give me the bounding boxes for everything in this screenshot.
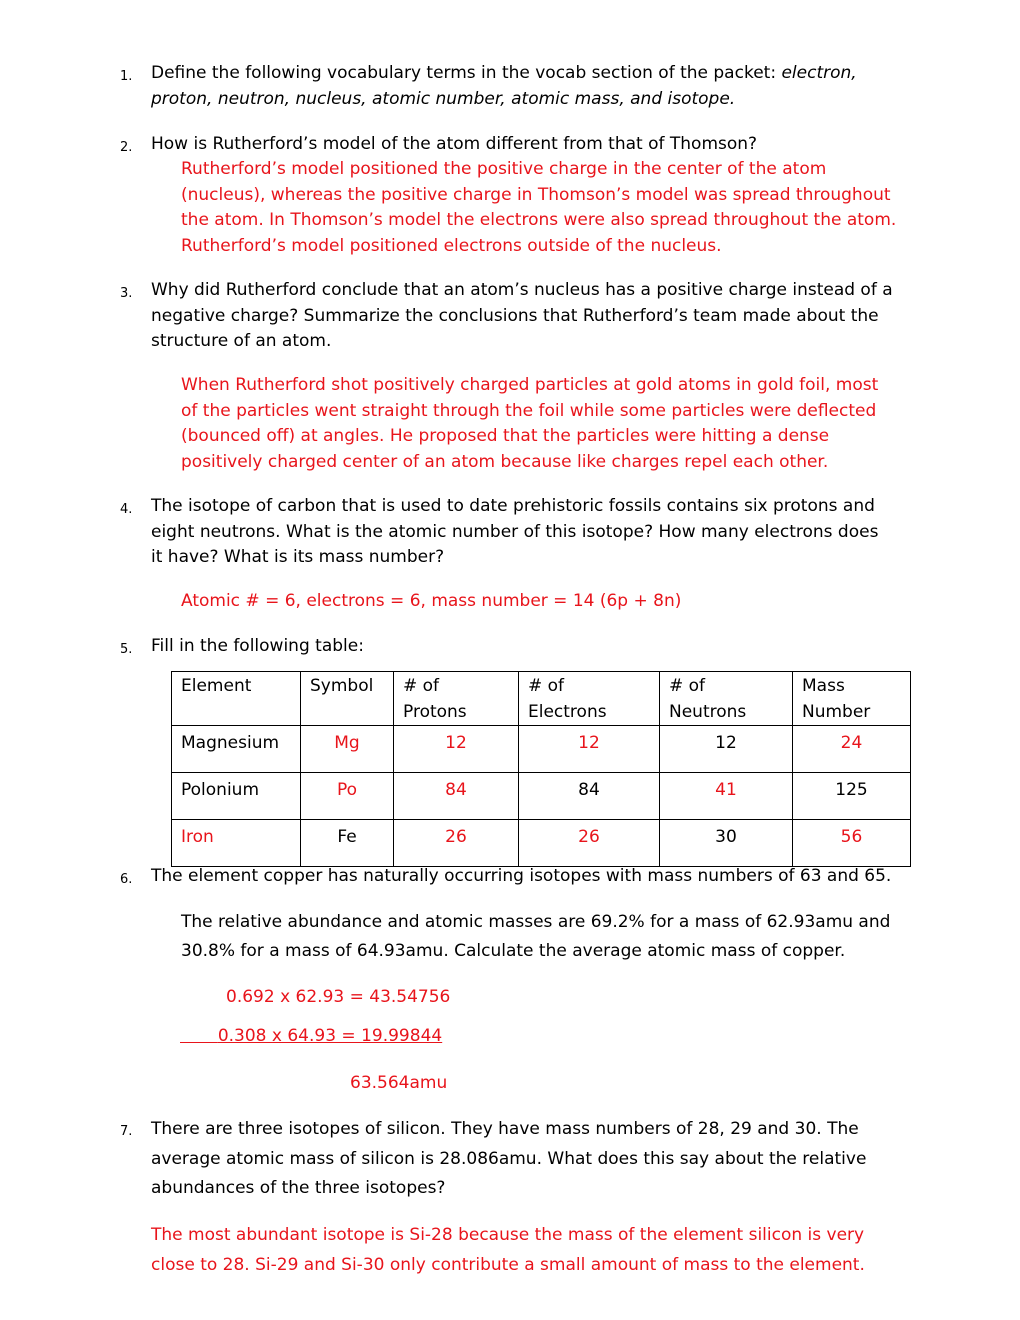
q5-number: 5. (120, 642, 133, 657)
header-neutrons: # of Neutrons (660, 672, 793, 726)
header-mass-number: Mass Number (793, 672, 911, 726)
cell-protons: 12 (394, 726, 519, 773)
header-element: Element (172, 672, 301, 726)
q6-calc-line1: 0.692 x 62.93 = 43.54756 (226, 987, 451, 1007)
q7-text-line: abundances of the three isotopes? (151, 1178, 446, 1198)
q6-detail (181, 908, 921, 966)
q2-answer-line: the atom. In Thomson’s model the electrons were also spread throughout the atom. (181, 210, 897, 230)
q3-answer (181, 373, 921, 475)
q6-calc-line2: 0.308 x 64.93 = 19.99844 (217, 1026, 443, 1046)
q3-answer-line: positively charged center of an atom because like charges repel each other. (181, 451, 829, 472)
q7-answer-line: close to 28. Si-29 and Si-30 only contribute a small amount of mass to the element. (151, 1254, 865, 1275)
q3-answer-line: When Rutherford shot positively charged particles at gold atoms in gold foil, most (181, 375, 879, 395)
table-row (172, 820, 911, 867)
q4-text-line: it have? What is its mass number? (151, 547, 445, 567)
q6-number: 6. (120, 872, 133, 887)
cell-symbol: Fe (301, 820, 394, 867)
header-symbol: Symbol (301, 672, 394, 726)
q7-number: 7. (120, 1124, 133, 1139)
q6-text: The element copper has naturally occurring isotopes with mass numbers of 63 and 65. (151, 866, 892, 886)
q2-number: 2. (120, 140, 133, 155)
q2-answer (181, 157, 921, 259)
q4-number: 4. (120, 502, 133, 517)
element-table (171, 671, 911, 867)
cell-electrons: 26 (519, 820, 660, 867)
q3-text-line: negative charge? Summarize the conclusions that Rutherford’s team made about the (151, 305, 879, 326)
header-protons: # of Protons (394, 672, 519, 726)
q3-answer-line: (bounced off) at angles. He proposed that the particles were hitting a dense (181, 426, 830, 446)
q7-answer-line: The most abundant isotope is Si-28 because the mass of the element silicon is very (151, 1225, 865, 1245)
q7-text-line: average atomic mass of silicon is 28.086amu. What does this say about the relative (151, 1148, 867, 1169)
q6-calc-result: 63.564amu (350, 1073, 448, 1093)
q4-answer: Atomic # = 6, electrons = 6, mass number = 14 (6p + 8n) (181, 591, 682, 611)
cell-neutrons: 30 (660, 820, 793, 867)
table-header-row (172, 672, 911, 726)
cell-element: Polonium (172, 773, 301, 820)
q7-text-line: There are three isotopes of silicon. They have mass numbers of 28, 29 and 30. The (151, 1119, 859, 1139)
cell-electrons: 84 (519, 773, 660, 820)
cell-symbol: Mg (301, 726, 394, 773)
cell-element: Iron (172, 820, 301, 867)
cell-protons: 84 (394, 773, 519, 820)
q1-prompt: Define the following vocabulary terms in the vocab section of the packet: (151, 63, 777, 83)
q3-text-line: structure of an atom. (151, 331, 332, 351)
cell-mass: 24 (793, 726, 911, 773)
q7-text (151, 1115, 931, 1204)
q5-text: Fill in the following table: (151, 636, 364, 656)
q2-answer-line: Rutherford’s model positioned the positive charge in the center of the atom (181, 159, 827, 179)
q1-terms-line2: proton, neutron, nucleus, atomic number, atomic mass, and isotope. (151, 88, 736, 109)
q1-text (151, 61, 931, 112)
cell-mass: 125 (793, 773, 911, 820)
q4-text-line: eight neutrons. What is the atomic number of this isotope? How many electrons does (151, 521, 879, 542)
cell-mass: 56 (793, 820, 911, 867)
cell-neutrons: 41 (660, 773, 793, 820)
q1-number: 1. (120, 69, 133, 84)
q2-answer-line: (nucleus), whereas the positive charge in Thomson’s model was spread throughout (181, 184, 891, 205)
cell-element: Magnesium (172, 726, 301, 773)
cell-neutrons: 12 (660, 726, 793, 773)
header-electrons: # of Electrons (519, 672, 660, 726)
q4-text-line: The isotope of carbon that is used to date prehistoric fossils contains six protons and (151, 496, 875, 516)
q6-detail-line: 30.8% for a mass of 64.93amu. Calculate the average atomic mass of copper. (181, 941, 846, 961)
q4-text (151, 494, 931, 571)
q3-text (151, 278, 931, 355)
q3-text-line: Why did Rutherford conclude that an atom’s nucleus has a positive charge instead of a (151, 280, 893, 300)
table-row (172, 773, 911, 820)
cell-electrons: 12 (519, 726, 660, 773)
q6-detail-line: The relative abundance and atomic masses are 69.2% for a mass of 62.93amu and (181, 912, 891, 932)
q2-text: How is Rutherford’s model of the atom different from that of Thomson? (151, 134, 758, 154)
q3-answer-line: of the particles went straight through the foil while some particles were deflected (181, 400, 877, 421)
q7-answer (151, 1221, 931, 1280)
table-row (172, 726, 911, 773)
cell-protons: 26 (394, 820, 519, 867)
q2-answer-line: Rutherford’s model positioned electrons outside of the nucleus. (181, 235, 722, 256)
q3-number: 3. (120, 286, 133, 301)
cell-symbol: Po (301, 773, 394, 820)
q1-terms-line1: electron, (781, 63, 857, 83)
